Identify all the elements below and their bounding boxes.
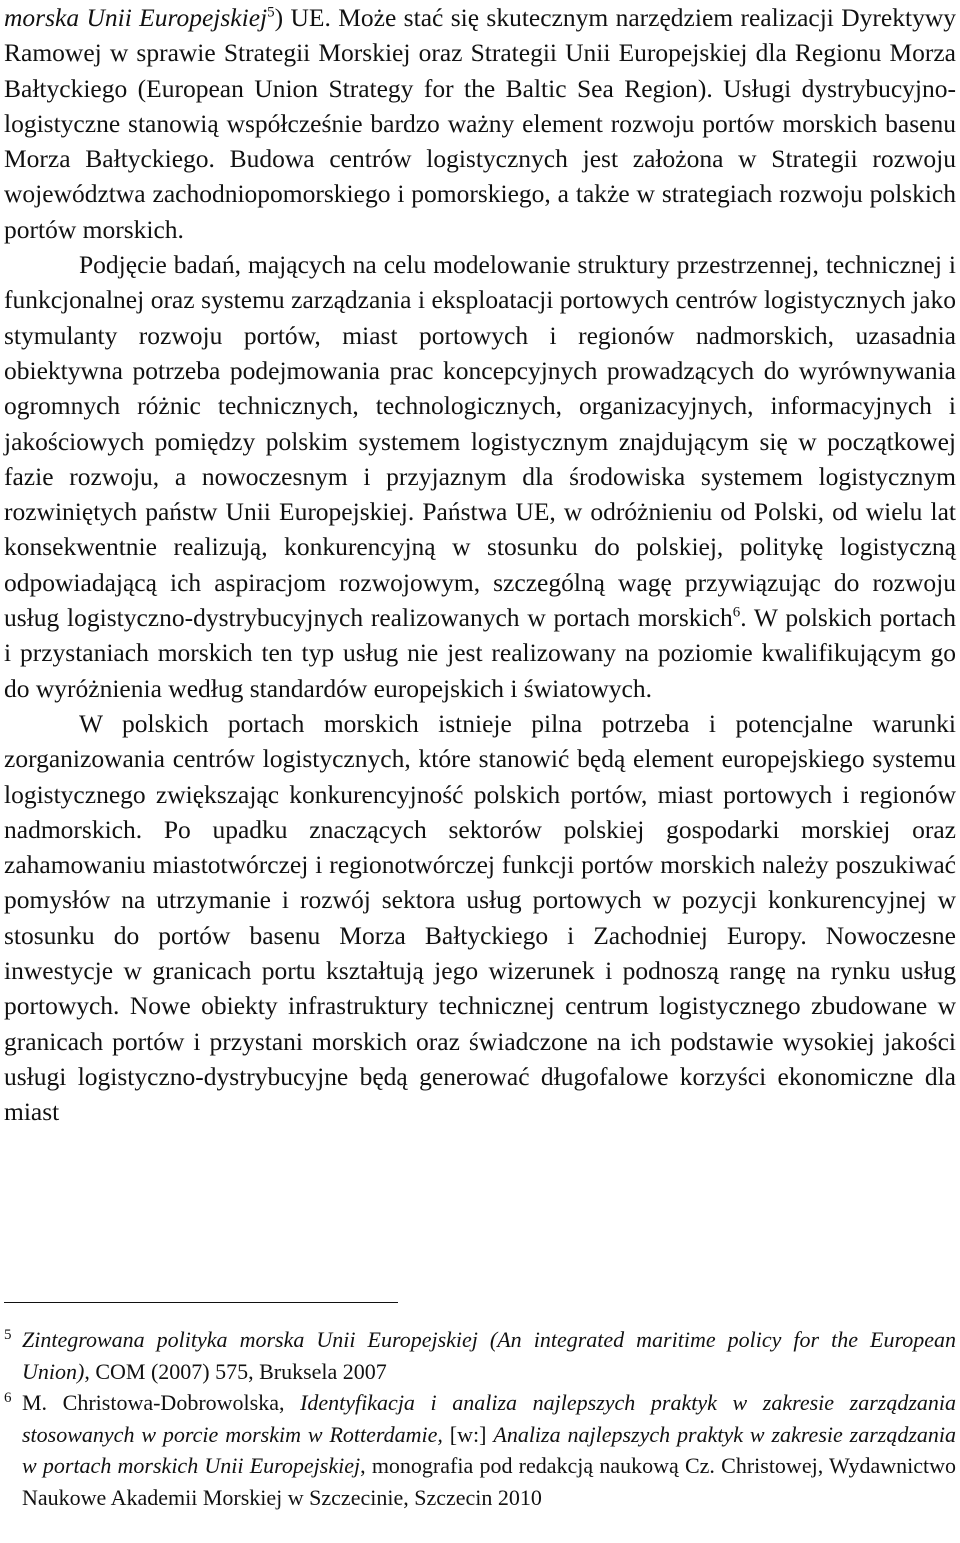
text-run-italic: Identyfikacja i analiza najlepszych praktyk w zakresie zarządzania stosowanych w porcie morskim w Rotterdamie, (22, 1390, 956, 1447)
text-run: . W polskich portach i przystaniach morskich ten typ usług nie jest realizowany na poziomie kwalifikującym go do wyróżnienia według standardów europejskich i światowych. (4, 603, 956, 703)
paragraph (4, 0, 956, 247)
footnote-6 (4, 1387, 956, 1513)
text-run: , COM (2007) 575, Bruksela 2007 (84, 1358, 387, 1384)
text-run-italic: Zintegrowana polityka morska Unii Europejskiej (An integrated maritime policy for the European Union) (22, 1327, 956, 1384)
body-text (4, 0, 956, 1130)
footnote-ref-5: 5 (267, 4, 275, 21)
text-run: [w:] (442, 1421, 494, 1447)
footnote-number: 6 (4, 1390, 12, 1406)
document-page (4, 0, 956, 1130)
footnote-text (22, 1390, 956, 1510)
footnotes (4, 1324, 956, 1513)
text-run: M. Christowa-Dobrowolska, (22, 1390, 301, 1415)
text-run-italic: Analiza najlepszych praktyk w zakresie zarządzania w portach morskich Unii Europejskiej (22, 1421, 957, 1478)
text-run-italic: morska Unii Europejskiej (4, 3, 268, 32)
text-run: Podjęcie badań, mających na celu modelowanie struktury przestrzennej, technicznej i funkcjonalnej oraz systemu zarządzania i eksploatacji portowych centrów logistycznych jako stymulanty rozwoju portów, miast portowych i regionów nadmorskich, uzasadnia obiektywna potrzeba podejmowania prac koncepcyjnych prowadzących do wyrównywania ogromnych różnic technicznych, technologicznych, organizacyjnych, informacyjnych i jakościowych pomiędzy polskim systemem logistycznym znajdującym się w początkowej fazie rozwoju, a nowoczesnym i przyjaznym dla środowiska systemem logistycznym rozwiniętych państw Unii Europejskiej. Państwa UE, w odróżnieniu od Polski, od wielu lat konsekwentnie realizują, konkurencyjną w stosunku do polskiej, politykę logistyczną odpowiadającą ich aspiracjom rozwojowym, szczególną wagę przywiązując do rozwoju usług logistyczno-dystrybucyjnych realizowanych w portach morskich (4, 250, 956, 633)
footnote-number: 5 (4, 1327, 12, 1343)
text-run: W polskich portach morskich istnieje pilna potrzeba i potencjalne warunki zorganizowania centrów logistycznych, które stanowić będą element europejskiego systemu logistycznego zwiększając konkurencyjność polskich portów, miast portowych i regionów nadmorskich. Po upadku znaczących sektorów polskiej gospodarki morskiej oraz zahamowaniu miastotwórczej i regionotwórczej funkcji portów morskich należy poszukiwać pomysłów na utrzymanie i rozwój sektora usług portowych w pozycji konkurencyjnej w stosunku do portów basenu Morza Bałtyckiego i Zachodniej Europy. Nowoczesne inwestycje w granicach portu kształtują jego wizerunek i podnoszą rangę na rynku usług portowych. Nowe obiekty infrastruktury technicznej centrum logistycznego zbudowane w granicach portów i przystani morskich oraz świadczone na ich podstawie wysokiej jakości usługi logistyczno-dystrybucyjne będą generować długofalowe korzyści ekonomiczne dla miast (4, 708, 956, 1127)
footnote-separator (4, 1302, 398, 1303)
footnote-ref-6: 6 (732, 604, 741, 621)
text-run: , monografia pod redakcją naukową Cz. Christowej, Wydawnictwo Naukowe Akademii Morskiej w Szczecinie, Szczecin 2010 (22, 1453, 956, 1510)
footnote-text (22, 1327, 956, 1384)
paragraph (4, 706, 956, 1130)
text-run: ) UE. Może stać się skutecznym narzędziem realizacji Dyrektywy Ramowej w sprawie Strategii Morskiej oraz Strategii Unii Europejskiej dla Regionu Morza Bałtyckiego (European Union Strategy for the Baltic Sea Region). Usługi dystrybucyjno-logistyczne stanowią współcześnie bardzo ważny element rozwoju portów morskich basenu Morza Bałtyckiego. Budowa centrów logistycznych jest założona w Strategii rozwoju województwa zachodniopomorskiego i pomorskiego, a także w strategiach rozwoju polskich portów morskich. (4, 3, 956, 244)
footnote-5 (4, 1324, 956, 1387)
paragraph (4, 247, 956, 706)
